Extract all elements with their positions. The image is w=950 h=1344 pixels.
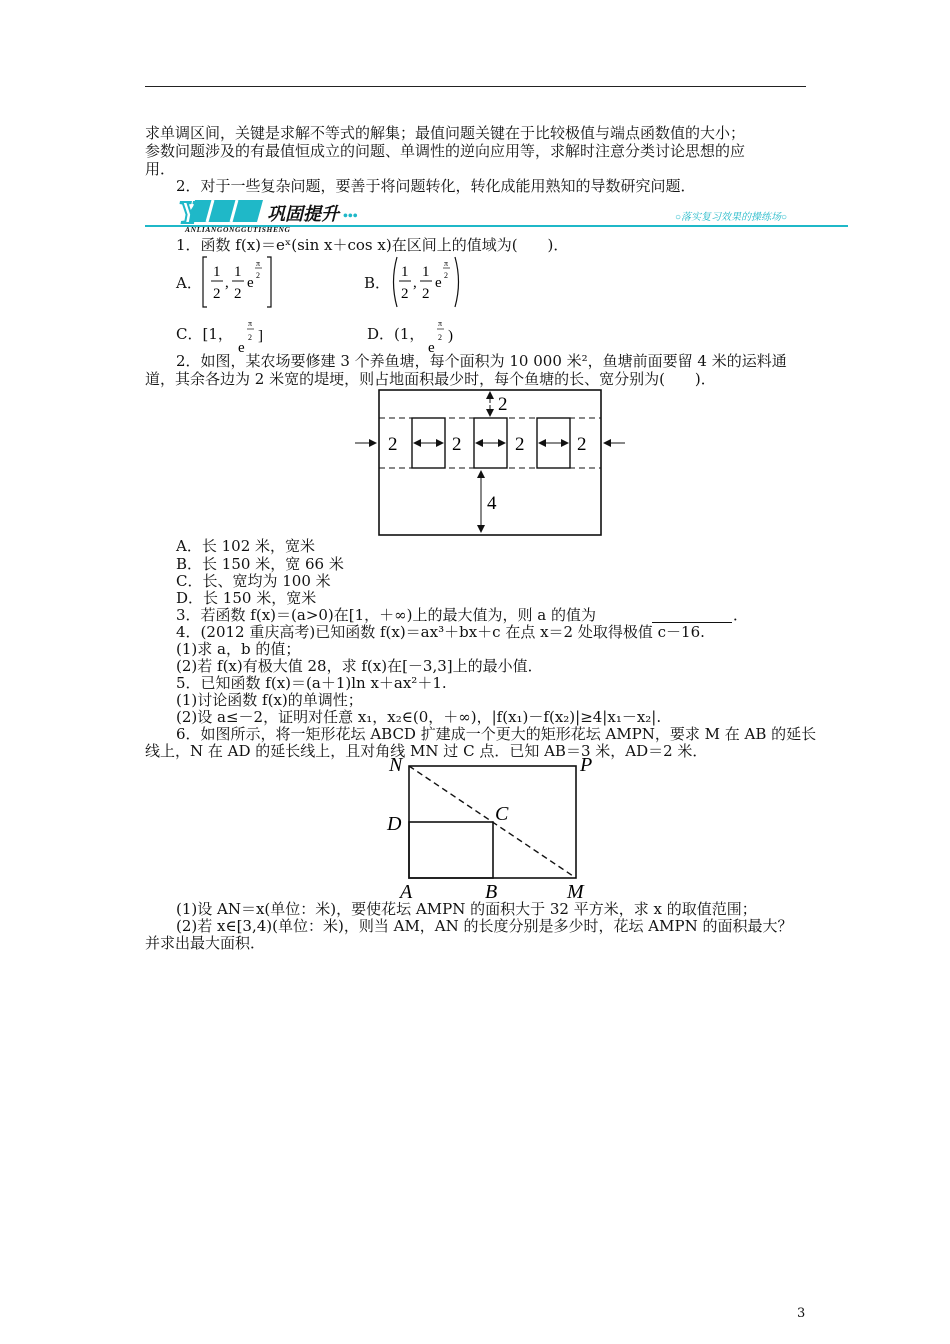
svg-text:): ) [448, 328, 453, 344]
label-C: C [495, 803, 509, 825]
label-P: P [580, 754, 593, 776]
svg-text:π: π [444, 259, 449, 268]
q6-part-2: (2)若 x∈[3,4)(单位：米)，则当 AM，AN 的长度分别是多少时，花坛 AMPN 的面积最大？ [176, 917, 793, 935]
svg-text:e: e [247, 275, 254, 291]
q2-option-d: D．长 150 米，宽米 [176, 589, 317, 607]
svg-text:1: 1 [401, 264, 409, 280]
svg-text:2: 2 [438, 333, 442, 342]
svg-text:2: 2 [444, 271, 448, 280]
q4-stem: 4．(2012 重庆高考)已知函数 f(x)＝ax³＋bx＋c 在点 x＝2 处取得极值 c－16. [176, 623, 705, 641]
q6-part-1: (1)设 AN＝x(单位：米)，要使花坛 AMPN 的面积大于 32 平方米，求 x 的取值范围； [176, 900, 757, 918]
dim-label-gap-1: 2 [388, 434, 398, 455]
header-rule [145, 86, 806, 87]
svg-text:1: 1 [422, 264, 430, 280]
dim-label-bottom: 4 [487, 493, 497, 514]
svg-text:1: 1 [213, 264, 221, 280]
page-number: 3 [797, 1306, 806, 1321]
banner-letter: Y [179, 196, 199, 230]
banner-stripe-block [189, 200, 263, 222]
q2-option-c: C．长、宽均为 100 米 [176, 572, 331, 590]
intro-line-4: 2．对于一些复杂问题，要善于将问题转化，转化成能用熟知的导数研究问题． [176, 177, 696, 195]
svg-text:e: e [238, 340, 245, 356]
q6-line-1: 6．如图所示，将一矩形花坛 ABCD 扩建成一个更大的矩形花坛 AMPN，要求 M 在 AB 的延长 [176, 725, 817, 743]
label-B: B [485, 881, 498, 902]
section-banner [145, 196, 848, 232]
label-M: M [567, 881, 584, 902]
q1-option-c-label: C．[1， [176, 325, 233, 343]
svg-text:1: 1 [234, 264, 242, 280]
dim-label-gap-4: 2 [577, 434, 587, 455]
banner-graphic [145, 196, 848, 232]
q3-stem: 3．若函数 f(x)＝(a>0)在[1，＋∞)上的最大值为，则 a 的值为 [176, 606, 597, 624]
svg-text:2: 2 [256, 271, 260, 280]
svg-text:π: π [438, 319, 443, 328]
q2-line-2: 道，其余各边为 2 米宽的堤埂，则占地面积最少时，每个鱼塘的长、宽分别为( )． [145, 370, 716, 388]
q3-end: ． [733, 606, 749, 624]
fishpond-figure [350, 385, 635, 540]
banner-title: 巩固提升 [267, 204, 339, 224]
garden-figure [380, 752, 610, 902]
q2-option-a: A．长 102 米，宽米 [176, 537, 315, 555]
intro-line-2: 参数问题涉及的有最值恒成立的问题、单调性的逆向应用等，求解时注意分类讨论思想的应 [145, 142, 746, 160]
q2-option-b: B．长 150 米，宽 66 米 [176, 555, 344, 573]
svg-text:2: 2 [248, 333, 252, 342]
rect-ABCD [409, 822, 493, 878]
q1-option-a-label: A． [176, 274, 202, 292]
intro-line-3: 用． [145, 160, 176, 178]
q5-stem: 5．已知函数 f(x)＝(a＋1)ln x＋ax²＋1. [176, 674, 447, 692]
banner-slogan: ○落实复习效果的操练场○ [675, 212, 788, 223]
dim-label-top: 2 [498, 394, 508, 415]
q1-stem: 1．函数 f(x)＝eˣ(sin x＋cos x)在区间上的值域为( )． [176, 236, 569, 254]
q4-part-1: (1)求 a，b 的值； [176, 640, 301, 658]
banner-pinyin: ANLIANGONGGUTISHENG [185, 225, 291, 232]
q5-part-1: (1)讨论函数 f(x)的单调性； [176, 691, 363, 709]
svg-text:2: 2 [422, 286, 430, 302]
svg-text:2: 2 [401, 286, 409, 302]
q1-option-b-interval [388, 254, 468, 310]
svg-text:]: ] [258, 328, 263, 344]
svg-text:,: , [225, 275, 229, 291]
svg-text:2: 2 [213, 286, 221, 302]
intro-line-1: 求单调区间，关键是求解不等式的解集；最值问题关键在于比较极值与端点函数值的大小； [145, 124, 746, 142]
banner-dots: ••• [343, 209, 358, 224]
svg-text:,: , [413, 275, 417, 291]
svg-text:e: e [435, 275, 442, 291]
q4-part-2: (2)若 f(x)有极大值 28，求 f(x)在[－3,3]上的最小值． [176, 657, 543, 675]
svg-text:2: 2 [234, 286, 242, 302]
label-N: N [389, 754, 403, 776]
svg-text:π: π [248, 319, 253, 328]
dim-label-gap-2: 2 [452, 434, 462, 455]
q5-part-2: (2)设 a≤－2，证明对任意 x₁，x₂∈(0，＋∞)，|f(x₁)－f(x₂)|≥4|x₁－x₂|. [176, 708, 662, 726]
q1-option-a-interval [200, 254, 280, 310]
q2-line-1: 2．如图，某农场要修建 3 个养鱼塘，每个面积为 10 000 米²，鱼塘前面要留 4 米的运料通 [176, 352, 787, 370]
svg-text:e: e [428, 340, 435, 356]
dim-label-gap-3: 2 [515, 434, 525, 455]
q6-line-2: 线上，N 在 AD 的延长线上，且对角线 MN 过 C 点．已知 AB＝3 米，AD＝2 米． [145, 742, 708, 760]
label-A: A [400, 881, 413, 902]
label-D: D [387, 813, 402, 835]
q1-option-d-label: D．(1， [367, 325, 425, 343]
q1-option-b-label: B． [364, 274, 391, 292]
svg-text:π: π [256, 259, 261, 268]
q6-part-2-cont: 并求出最大面积． [145, 934, 266, 952]
